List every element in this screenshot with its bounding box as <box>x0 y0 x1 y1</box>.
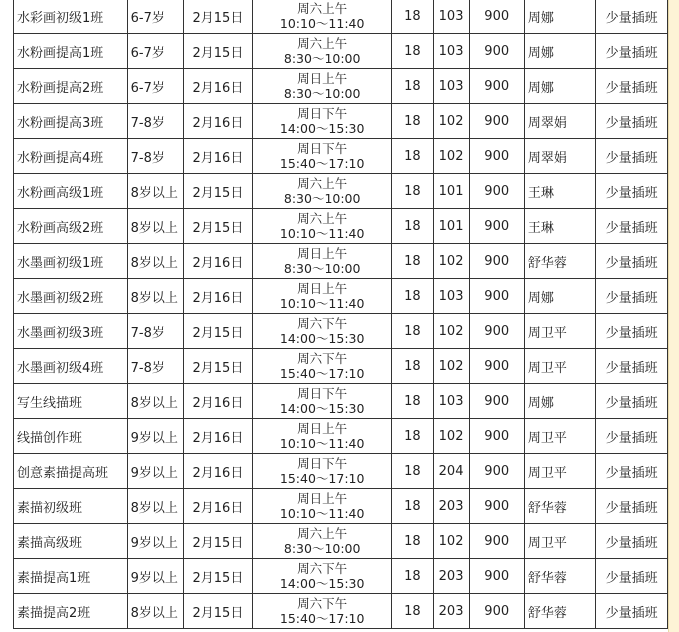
class-time-range: 10:10～11:40 <box>279 226 365 241</box>
course-name-cell: 素描初级班 <box>14 489 128 524</box>
table-row <box>14 279 668 314</box>
lessons-cell: 18 <box>392 454 434 489</box>
class-day-label: 周日上午 <box>297 421 348 436</box>
class-day-label: 周六上午 <box>297 1 348 16</box>
lessons-cell: 18 <box>392 314 434 349</box>
teacher-cell: 舒华蓉 <box>524 559 595 594</box>
class-time-cell <box>253 0 392 34</box>
fee-cell: 900 <box>469 489 524 524</box>
table-row <box>14 34 668 69</box>
room-cell: 203 <box>433 489 469 524</box>
class-time-range: 8:30～10:00 <box>283 541 361 556</box>
fee-cell: 900 <box>469 454 524 489</box>
room-cell: 203 <box>433 594 469 629</box>
teacher-cell: 舒华蓉 <box>524 489 595 524</box>
start-date-cell: 2月16日 <box>183 104 253 139</box>
room-cell: 102 <box>433 524 469 559</box>
class-type-cell: 少量插班 <box>596 174 668 209</box>
fee-cell: 900 <box>469 139 524 174</box>
class-time-range: 15:40～17:10 <box>279 611 365 626</box>
schedule-table <box>13 0 668 629</box>
class-day-label: 周六上午 <box>297 526 348 541</box>
course-name-cell: 创意素描提高班 <box>14 454 128 489</box>
room-cell: 101 <box>433 209 469 244</box>
class-time-cell <box>253 314 392 349</box>
start-date-cell: 2月16日 <box>183 139 253 174</box>
age-cell: 9岁以上 <box>127 559 183 594</box>
age-cell: 7-8岁 <box>127 104 183 139</box>
start-date-cell: 2月15日 <box>183 209 253 244</box>
teacher-cell: 周翠娟 <box>524 139 595 174</box>
lessons-cell: 18 <box>392 139 434 174</box>
age-cell: 7-8岁 <box>127 139 183 174</box>
table-row <box>14 0 668 34</box>
room-cell: 103 <box>433 34 469 69</box>
class-time-range: 10:10～11:40 <box>279 436 365 451</box>
class-type-cell: 少量插班 <box>596 209 668 244</box>
course-name-cell: 写生线描班 <box>14 384 128 419</box>
lessons-cell: 18 <box>392 104 434 139</box>
age-cell: 7-8岁 <box>127 349 183 384</box>
room-cell: 203 <box>433 559 469 594</box>
class-type-cell: 少量插班 <box>596 69 668 104</box>
table-row <box>14 69 668 104</box>
class-time-cell <box>253 349 392 384</box>
fee-cell: 900 <box>469 524 524 559</box>
class-type-cell: 少量插班 <box>596 104 668 139</box>
class-time-range: 15:40～17:10 <box>279 471 365 486</box>
class-type-cell: 少量插班 <box>596 0 668 34</box>
class-day-label: 周六下午 <box>297 596 348 611</box>
class-time-range: 8:30～10:00 <box>283 51 361 66</box>
lessons-cell: 18 <box>392 0 434 34</box>
class-type-cell: 少量插班 <box>596 594 668 629</box>
table-row <box>14 104 668 139</box>
table-row <box>14 314 668 349</box>
age-cell: 8岁以上 <box>127 279 183 314</box>
room-cell: 102 <box>433 314 469 349</box>
course-name-cell: 素描提高2班 <box>14 594 128 629</box>
class-type-cell: 少量插班 <box>596 314 668 349</box>
class-type-cell: 少量插班 <box>596 139 668 174</box>
course-name-cell: 水墨画初级3班 <box>14 314 128 349</box>
age-cell: 6-7岁 <box>127 0 183 34</box>
start-date-cell: 2月15日 <box>183 314 253 349</box>
class-time-range: 14:00～15:30 <box>279 121 365 136</box>
age-cell: 8岁以上 <box>127 594 183 629</box>
fee-cell: 900 <box>469 174 524 209</box>
room-cell: 204 <box>433 454 469 489</box>
teacher-cell: 周娜 <box>524 279 595 314</box>
room-cell: 103 <box>433 69 469 104</box>
teacher-cell: 周卫平 <box>524 524 595 559</box>
fee-cell: 900 <box>469 349 524 384</box>
class-time-cell <box>253 34 392 69</box>
lessons-cell: 18 <box>392 34 434 69</box>
class-type-cell: 少量插班 <box>596 454 668 489</box>
room-cell: 102 <box>433 349 469 384</box>
start-date-cell: 2月16日 <box>183 244 253 279</box>
course-name-cell: 水粉画提高3班 <box>14 104 128 139</box>
course-name-cell: 水墨画初级4班 <box>14 349 128 384</box>
class-time-range: 14:00～15:30 <box>279 576 365 591</box>
start-date-cell: 2月15日 <box>183 559 253 594</box>
course-name-cell: 水粉画提高1班 <box>14 34 128 69</box>
class-type-cell: 少量插班 <box>596 349 668 384</box>
age-cell: 8岁以上 <box>127 384 183 419</box>
table-row <box>14 454 668 489</box>
class-time-cell <box>253 454 392 489</box>
class-day-label: 周六上午 <box>297 176 348 191</box>
teacher-cell: 周卫平 <box>524 314 595 349</box>
class-time-cell <box>253 559 392 594</box>
course-name-cell: 水粉画提高4班 <box>14 139 128 174</box>
fee-cell: 900 <box>469 34 524 69</box>
class-day-label: 周日上午 <box>297 491 348 506</box>
fee-cell: 900 <box>469 559 524 594</box>
start-date-cell: 2月16日 <box>183 489 253 524</box>
lessons-cell: 18 <box>392 69 434 104</box>
start-date-cell: 2月16日 <box>183 384 253 419</box>
class-day-label: 周日下午 <box>297 456 348 471</box>
class-time-range: 15:40～17:10 <box>279 156 365 171</box>
class-type-cell: 少量插班 <box>596 489 668 524</box>
fee-cell: 900 <box>469 279 524 314</box>
course-name-cell: 水粉画高级1班 <box>14 174 128 209</box>
class-time-cell <box>253 279 392 314</box>
lessons-cell: 18 <box>392 524 434 559</box>
course-name-cell: 水粉画高级2班 <box>14 209 128 244</box>
start-date-cell: 2月15日 <box>183 0 253 34</box>
room-cell: 101 <box>433 174 469 209</box>
room-cell: 102 <box>433 419 469 454</box>
table-row <box>14 594 668 629</box>
age-cell: 9岁以上 <box>127 524 183 559</box>
fee-cell: 900 <box>469 419 524 454</box>
table-row <box>14 209 668 244</box>
start-date-cell: 2月16日 <box>183 69 253 104</box>
course-name-cell: 线描创作班 <box>14 419 128 454</box>
start-date-cell: 2月16日 <box>183 279 253 314</box>
lessons-cell: 18 <box>392 174 434 209</box>
class-time-cell <box>253 209 392 244</box>
class-day-label: 周六上午 <box>297 36 348 51</box>
class-time-range: 15:40～17:10 <box>279 366 365 381</box>
class-time-cell <box>253 489 392 524</box>
start-date-cell: 2月15日 <box>183 34 253 69</box>
class-time-cell <box>253 244 392 279</box>
course-name-cell: 水粉画提高2班 <box>14 69 128 104</box>
age-cell: 9岁以上 <box>127 419 183 454</box>
class-time-range: 14:00～15:30 <box>279 331 365 346</box>
start-date-cell: 2月15日 <box>183 594 253 629</box>
class-time-cell <box>253 104 392 139</box>
class-type-cell: 少量插班 <box>596 34 668 69</box>
start-date-cell: 2月16日 <box>183 419 253 454</box>
fee-cell: 900 <box>469 244 524 279</box>
age-cell: 8岁以上 <box>127 244 183 279</box>
room-cell: 103 <box>433 0 469 34</box>
class-day-label: 周日下午 <box>297 141 348 156</box>
start-date-cell: 2月15日 <box>183 174 253 209</box>
fee-cell: 900 <box>469 69 524 104</box>
lessons-cell: 18 <box>392 209 434 244</box>
course-name-cell: 水彩画初级1班 <box>14 0 128 34</box>
class-time-cell <box>253 139 392 174</box>
lessons-cell: 18 <box>392 594 434 629</box>
teacher-cell: 王琳 <box>524 174 595 209</box>
class-time-range: 10:10～11:40 <box>279 506 365 521</box>
age-cell: 8岁以上 <box>127 209 183 244</box>
room-cell: 103 <box>433 384 469 419</box>
class-time-cell <box>253 594 392 629</box>
class-day-label: 周六下午 <box>297 316 348 331</box>
class-time-range: 10:10～11:40 <box>279 296 365 311</box>
teacher-cell: 周卫平 <box>524 454 595 489</box>
course-name-cell: 水墨画初级1班 <box>14 244 128 279</box>
start-date-cell: 2月15日 <box>183 349 253 384</box>
teacher-cell: 王琳 <box>524 209 595 244</box>
class-time-cell <box>253 419 392 454</box>
class-time-cell <box>253 384 392 419</box>
age-cell: 6-7岁 <box>127 34 183 69</box>
table-row <box>14 524 668 559</box>
teacher-cell: 周卫平 <box>524 419 595 454</box>
teacher-cell: 周娜 <box>524 0 595 34</box>
class-day-label: 周日上午 <box>297 71 348 86</box>
teacher-cell: 周娜 <box>524 69 595 104</box>
class-day-label: 周日下午 <box>297 106 348 121</box>
class-time-range: 8:30～10:00 <box>283 86 361 101</box>
room-cell: 102 <box>433 104 469 139</box>
age-cell: 6-7岁 <box>127 69 183 104</box>
class-time-range: 8:30～10:00 <box>283 261 361 276</box>
lessons-cell: 18 <box>392 349 434 384</box>
age-cell: 7-8岁 <box>127 314 183 349</box>
class-type-cell: 少量插班 <box>596 279 668 314</box>
class-day-label: 周日下午 <box>297 386 348 401</box>
fee-cell: 900 <box>469 594 524 629</box>
lessons-cell: 18 <box>392 559 434 594</box>
table-row <box>14 174 668 209</box>
class-day-label: 周日上午 <box>297 281 348 296</box>
table-row <box>14 419 668 454</box>
course-name-cell: 水墨画初级2班 <box>14 279 128 314</box>
table-row <box>14 139 668 174</box>
course-name-cell: 素描提高1班 <box>14 559 128 594</box>
class-type-cell: 少量插班 <box>596 524 668 559</box>
class-day-label: 周六下午 <box>297 561 348 576</box>
class-time-cell <box>253 69 392 104</box>
schedule-rows <box>14 0 668 629</box>
fee-cell: 900 <box>469 104 524 139</box>
fee-cell: 900 <box>469 314 524 349</box>
age-cell: 8岁以上 <box>127 174 183 209</box>
class-type-cell: 少量插班 <box>596 384 668 419</box>
fee-cell: 900 <box>469 209 524 244</box>
class-day-label: 周日上午 <box>297 246 348 261</box>
room-cell: 102 <box>433 244 469 279</box>
class-day-label: 周六下午 <box>297 351 348 366</box>
lessons-cell: 18 <box>392 489 434 524</box>
age-cell: 9岁以上 <box>127 454 183 489</box>
room-cell: 102 <box>433 139 469 174</box>
table-row <box>14 489 668 524</box>
teacher-cell: 周娜 <box>524 34 595 69</box>
room-cell: 103 <box>433 279 469 314</box>
class-time-range: 14:00～15:30 <box>279 401 365 416</box>
table-row <box>14 244 668 279</box>
start-date-cell: 2月15日 <box>183 524 253 559</box>
lessons-cell: 18 <box>392 419 434 454</box>
teacher-cell: 周翠娟 <box>524 104 595 139</box>
class-type-cell: 少量插班 <box>596 419 668 454</box>
class-time-cell <box>253 524 392 559</box>
class-day-label: 周六上午 <box>297 211 348 226</box>
lessons-cell: 18 <box>392 279 434 314</box>
course-name-cell: 素描高级班 <box>14 524 128 559</box>
start-date-cell: 2月16日 <box>183 454 253 489</box>
fee-cell: 900 <box>469 0 524 34</box>
teacher-cell: 舒华蓉 <box>524 594 595 629</box>
table-row <box>14 349 668 384</box>
fee-cell: 900 <box>469 384 524 419</box>
class-time-range: 8:30～10:00 <box>283 191 361 206</box>
lessons-cell: 18 <box>392 244 434 279</box>
class-time-cell <box>253 174 392 209</box>
teacher-cell: 周卫平 <box>524 349 595 384</box>
class-type-cell: 少量插班 <box>596 559 668 594</box>
lessons-cell: 18 <box>392 384 434 419</box>
teacher-cell: 舒华蓉 <box>524 244 595 279</box>
teacher-cell: 周娜 <box>524 384 595 419</box>
class-time-range: 10:10～11:40 <box>279 16 365 31</box>
class-type-cell: 少量插班 <box>596 244 668 279</box>
age-cell: 8岁以上 <box>127 489 183 524</box>
table-row <box>14 384 668 419</box>
table-row <box>14 559 668 594</box>
